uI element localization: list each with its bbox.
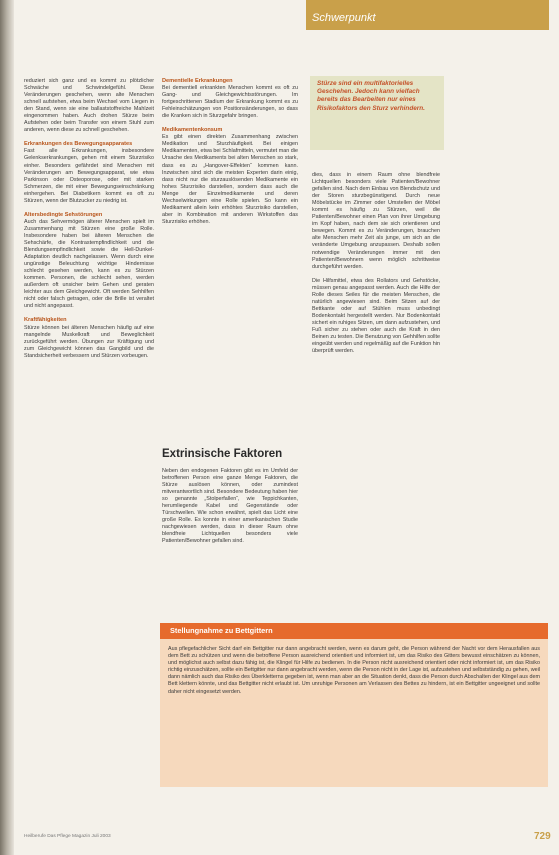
subheading: Dementielle Erkrankungen [162,78,233,84]
paragraph: Fast alle Erkrankungen, insbesondere Gelenkserkrankungen, gehen mit einem Sturzrisiko einher. Besonders gefährdet sind Menschen mit Veränderungen am Bewegungsapparat, wie etwa Parkinson oder Osteoporose, oder mit starken Schmerzen, die mit einer Bewegungseinschränkung einhergehen. Bei Diabetikern kommt es oft zu Stürzen, wenn der Blutzucker zu niedrig ist. [24,148,154,204]
paragraph: reduziert sich ganz und es kommt zu plötzlicher Schwäche und Schwindelgefühl. Diese Veränderungen geschehen, wenn alte Menschen schnell aufstehen, etwa beim Wechsel vom Liegen in den Stand, wenn sie eine ballaststoffreiche Mahlzeit eingenommen haben. Auch drohen Stürze beim Aufstehen oder beim Transfer von einem Stuhl zum anderen, wenn diese zu schnell geschehen. [24,78,154,134]
section-banner-title: Schwerpunkt [312,12,376,24]
subheading: Kraftfähigkeiten [24,317,67,324]
footer-publication: Heilberufe Das Pflege Magazin Juli 2003 [24,834,111,839]
text-column-right [312,172,440,612]
paragraph: Bei dementiell erkrankten Menschen kommt es oft zu Gang- und Gleichgewichtsstörungen. Im fortgeschrittenen Stadium der Erkrankung kommt es zu Fehleinschätzungen von Positionsänderungen, so dass die Kranken sich in Sturzgefahr bringen. [162,85,298,120]
paragraph: Neben den endogenen Faktoren gibt es im Umfeld der betroffenen Person eine ganze Menge Faktoren, die Stürze auslösen können, oder zumindest mitverantwortlich sind. Besondere Bedeutung haben hier so genannte „Stolperfallen“, wie Teppichkanten, herumliegende Kabel und Gegenstände oder Türschwellen. Wie schon erwähnt, spielt das Licht eine große Rolle. Es konnte in einer amerikanischen Studie nachgewiesen werden, dass in dieser Raum ohne blendfreie Lichtquellen besonders viele Patienten/Bewohner gefallen sind. [162,468,298,545]
paragraph: Auch das Sehvermögen älterer Menschen spielt im Zusammenhang mit Stürzen eine große Rolle. Insbesondere haben bei älteren Menschen die Sehschärfe, die Kontrastempfindlichkeit und die Blendungsempfindlichkeit sowie die Hell-Dunkel-Adaptation deutlich nachgelassen. Wenn durch eine ungünstige Beleuchtung wichtige Hindernisse schlecht gesehen werden, kann es zu Stürzen kommen. Personen, die schlecht sehen, werden außerdem oft unsicher beim Gehen und geraten leichter aus dem Gleichgewicht. Oft werden Sehhilfen nicht oder falsch getragen, oder die Brille ist veraltet und nicht angepasst. [24,218,154,310]
text-column-middle-lower [162,468,298,615]
pull-quote: Stürze sind ein multifaktorielles Geschehen. Jedoch kann vielfach bereits das Bearbeiten nur eines Risikofaktors den Sturz verhindern. [310,76,444,150]
subheading: Altersbedingte Sehstörungen [24,211,103,218]
info-box-title: Stellungnahme zu Bettgittern [170,626,273,635]
subheading: Erkrankungen des Bewegungsapparates [24,141,133,148]
subheading: Medikamentenkonsum [162,127,223,134]
text-column-middle [162,78,298,438]
paragraph: dies, dass in einem Raum ohne blendfreie Lichtquellen besonders viele Patienten/Bewohner gefallen sind. Nach dem Einbau von Blendschutz und der Storen sturzbegünstigend. Durch neue Möbelstücke im Zimmer oder Umstellen der Möbel kommt es häufig zu Stürzen, weil die Patienten/Bewohner einen Plan von ihrer Umgebung im Kopf haben, nach dem sie sich orientieren und bewegen. Kommt es zu Veränderungen, brauchen alte Menschen mehr Zeit als junge, um sich an die veränderte Umgebung anzupassen. Deshalb sollen notwendige Veränderungen immer mit den Patienten/Bewohnern wenn möglich schrittweise durchgeführt werden. [312,172,440,270]
page-binding-shadow [0,0,14,855]
paragraph: Stürze können bei älteren Menschen häufig auf eine mangelnde Muskelkraft und Beweglichkeit zurückgeführt werden. Übungen zur Kräftigung und zum Gleichgewicht können das Gangbild und die Standsicherheit verbessern und Stürzen vorbeugen. [24,324,154,359]
text-column-left [24,78,154,668]
info-box-text: Aus pflegefachlicher Sicht darf ein Bettgitter nur dann angebracht werden, wenn es darum geht, die Person während der Nacht vor dem Herausfallen aus dem Bett zu schützen und wenn die betroffene Person ausreichend orientiert und informiert ist, um das Risiko des Gitters bewusst einschätzen zu können, und möglichst auch selbst dazu fähig ist, die Klingel für Hilfe zu bedienen. In die Person nicht ausreichend orientiert oder nicht informiert ist, um das Risiko richtig einzuschätzen, sollte ein Bettgitter nur dann angebracht werden, wenn die Person nicht in der Lage ist, aufzustehen und selbstständig zu gehen, weil dann nämlich auch das Risiko des Überkletterns gegeben ist, wenn man aber an die Situation denkt, dass die Person durch Abschalten der Klingel aus dem Bett klettern könnte, und das Bettgitter nicht erlaubt ist. Um unruhige Personen am Verlassen des Bettes zu hindern, ist ein Bettgitter ungeeignet und sollte daher nicht eingesetzt werden. [168,646,540,695]
section-heading: Extrinsische Faktoren [162,448,283,460]
page-number: 729 [534,831,551,842]
paragraph: Die Hilfsmittel, etwa des Rollators und Gehstöcke, müssen genau angepasst werden. Auch die Hilfe der Rolle dieses Seiles für die meisten Menschen, die natürlich angewiesen sind. Beim Sitzen auf der Bettkante oder auf Stühlen muss unbedingt Bodenkontakt hergestellt werden. Nur Bodenkontakt sichert ein ruhiges Sitzen, um dann aufzustehen, und Fuß sicher zu stehen oder auch die Kraft in den Beinen zu testen. Die Benutzung von Gehhilfen sollte eingeübt werden und regelmäßig auf die Funktion hin überprüft werden. [312,277,440,355]
paragraph: Es gibt einen direkten Zusammenhang zwischen Medikation und Sturzhäufigkeit. Bei einigen Medikamenten, etwa bei Schlafmitteln, vermutet man die Ursache des Medikaments bei alten Menschen so stark, dass es zu „Hangover-Effekten“ kommen kann. Inzwischen sind sich die meisten Experten darin einig, dass nicht nur die sturzauslösenden Medikamente ein hohes Sturzrisiko darstellen, sondern dass auch die Menge der Einzelmedikamente und deren Wechselwirkungen eine Rolle spielen. So kann ein Medikament allein kein erhöhtes Sturzrisiko darstellen, aber in Kombination mit anderen Wirkstoffen das Sturzrisiko erhöhen. [162,134,298,225]
